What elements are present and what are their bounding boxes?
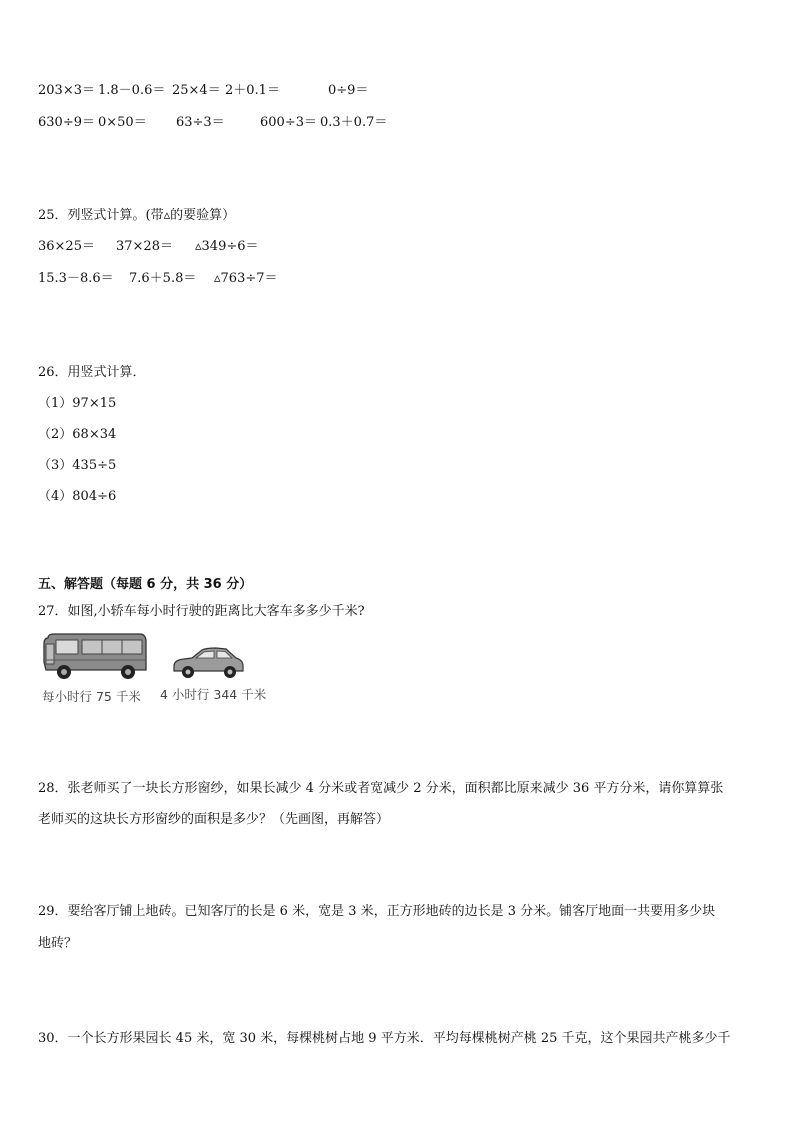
question-27-text: 27．如图,小轿车每小时行驶的距离比大客车多多少千米? [38,604,365,619]
question-30-line-1: 30．一个长方形果园长 45 米，宽 30 米，每棵桃树占地 9 平方米．平均每棵桃树产桃 25 千克，这个果园共产桃多少千 [38,1031,731,1046]
q26-item: （3）435÷5 [38,458,117,473]
mental-math-item: 63÷3＝ [176,115,225,130]
mental-math-item: 1.8－0.6＝ [98,83,166,98]
q25-item: 36×25＝ [38,239,95,254]
car-caption: 4 小时行 344 千米 [160,687,267,702]
question-28-line-2: 老师买的这块长方形窗纱的面积是多少？（先画图，再解答） [38,812,390,827]
q26-item: （2）68×34 [38,427,117,442]
mental-math-item: 0.3＋0.7＝ [320,115,388,130]
bus-caption: 每小时行 75 千米 [42,689,141,704]
question-25-title: 25．列竖式计算。(带▵的要验算） [38,208,236,223]
q26-item: （1）97×15 [38,396,117,411]
q25-item: ▵763÷7＝ [214,271,278,286]
mental-math-item: 25×4＝ [172,83,221,98]
question-28-line-1: 28．张老师买了一块长方形窗纱，如果长减少 4 分米或者宽减少 2 分米，面积都比原来减少 36 平方分米，请你算算张 [38,781,724,796]
bus-illustration [42,632,148,682]
mental-math-item: 0×50＝ [98,115,147,130]
q25-item: 7.6＋5.8＝ [129,271,197,286]
q25-item: ▵349÷6＝ [195,239,259,254]
q25-item: 15.3－8.6＝ [38,271,114,286]
mental-math-item: 0÷9＝ [328,83,369,98]
car-illustration [170,644,246,680]
question-29-line-2: 地砖？ [38,936,78,951]
question-26-title: 26．用竖式计算． [38,365,146,380]
q26-item: （4）804÷6 [38,489,117,504]
q25-item: 37×28＝ [116,239,173,254]
mental-math-item: 630÷9＝ [38,115,95,130]
mental-math-item: 600÷3＝ [260,115,317,130]
question-29-line-1: 29．要给客厅铺上地砖。已知客厅的长是 6 米，宽是 3 米，正方形地砖的边长是 3 分米。铺客厅地面一共要用多少块 [38,904,716,919]
mental-math-item: 203×3＝ [38,83,95,98]
section-5-heading: 五、解答题（每题 6 分，共 36 分） [38,577,253,592]
mental-math-item: 2＋0.1＝ [225,83,280,98]
